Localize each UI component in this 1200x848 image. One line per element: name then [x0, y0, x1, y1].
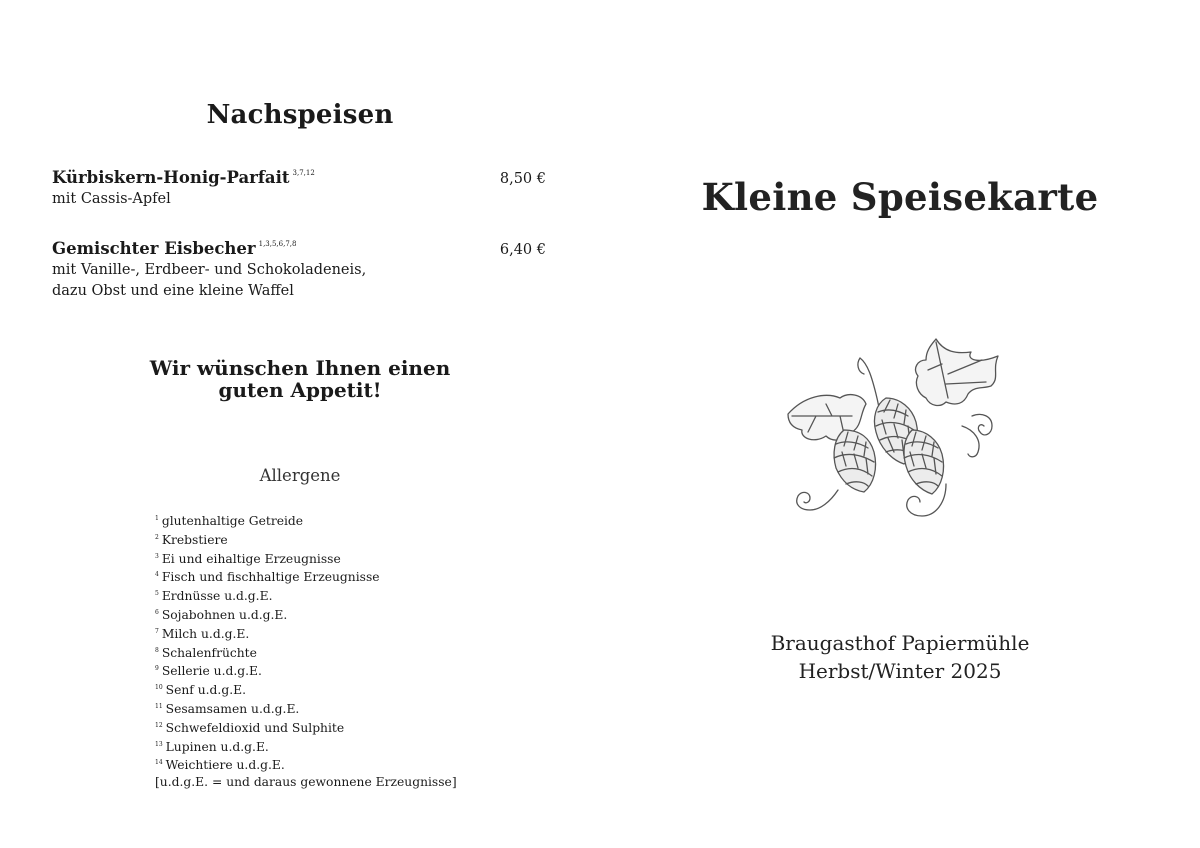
allergen-item [155, 549, 457, 568]
allergen-number: 3 [155, 552, 159, 560]
allergen-item [155, 567, 457, 586]
allergen-item [155, 755, 457, 774]
allergen-text: Lupinen u.d.g.E. [165, 739, 269, 754]
allergen-item [155, 643, 457, 662]
hops-vine-icon [786, 334, 1006, 534]
dish-description [52, 260, 546, 302]
dish-allergen-codes: 3,7,12 [292, 169, 315, 177]
allergen-item [155, 530, 457, 549]
allergen-text: Krebstiere [161, 532, 228, 547]
allergen-item [155, 511, 457, 530]
dish-price: 6,40 € [499, 242, 546, 258]
allergen-number: 4 [155, 571, 159, 579]
dish-name [52, 239, 296, 258]
dish-price: 8,50 € [499, 171, 546, 187]
allergen-item [155, 699, 457, 718]
allergen-title: Allergene [259, 466, 341, 485]
right-page [600, 0, 1200, 848]
allergen-number: 1 [155, 515, 159, 522]
allergen-item [155, 661, 457, 680]
menu-footer [600, 629, 1200, 685]
allergen-text: Sellerie u.d.g.E. [161, 664, 262, 679]
allergen-number: 12 [155, 721, 163, 729]
allergen-item [155, 718, 457, 737]
allergen-text: Schwefeldioxid und Sulphite [165, 720, 345, 735]
allergen-text: Schalenfrüchte [161, 645, 257, 660]
allergen-text: Ei und eihaltige Erzeugnisse [161, 551, 341, 566]
allergen-text: Sesamsamen u.d.g.E. [165, 701, 300, 716]
allergen-text: Erdnüsse u.d.g.E. [161, 589, 273, 604]
dish-name-text: Kürbiskern-Honig-Parfait [52, 168, 290, 187]
dish-header [52, 168, 546, 187]
allergen-number: 9 [155, 665, 159, 673]
dish-name-text: Gemischter Eisbecher [52, 239, 256, 258]
wish-line: guten Appetit! [218, 378, 382, 402]
dish-description [52, 189, 546, 210]
season-label: Herbst/Winter 2025 [798, 659, 1002, 683]
dish-item [52, 168, 546, 210]
allergen-number: 6 [155, 608, 159, 616]
dish-header [52, 239, 546, 258]
allergen-item [155, 586, 457, 605]
allergen-item [155, 680, 457, 699]
allergen-number: 10 [155, 684, 163, 692]
dish-item [52, 239, 546, 302]
allergen-number: 5 [155, 590, 159, 598]
allergen-text: glutenhaltige Getreide [161, 514, 304, 528]
allergen-item [155, 624, 457, 643]
appetite-wish [0, 357, 600, 401]
dish-allergen-codes: 1,3,5,6,7,8 [258, 240, 297, 248]
allergen-list [155, 511, 457, 791]
allergen-number: 14 [155, 759, 163, 767]
allergen-text: Weichtiere u.d.g.E. [165, 758, 285, 773]
restaurant-name: Braugasthof Papiermühle [770, 631, 1030, 655]
menu-title: Kleine Speisekarte [701, 175, 1099, 219]
dish-description-line: mit Vanille-, Erdbeer- und Schokoladeneis, [52, 262, 367, 278]
allergen-text: Fisch und fischhaltige Erzeugnisse [161, 570, 380, 585]
allergen-number: 8 [155, 646, 159, 654]
allergen-number: 13 [155, 740, 163, 748]
allergen-text: Senf u.d.g.E. [165, 683, 246, 698]
allergen-footnote: [u.d.g.E. = und daraus gewonnene Erzeugnisse] [155, 775, 457, 790]
dish-description-line: dazu Obst und eine kleine Waffel [52, 283, 294, 299]
allergen-number: 2 [155, 533, 159, 541]
wish-line: Wir wünschen Ihnen einen [149, 356, 451, 380]
allergen-text: Milch u.d.g.E. [161, 626, 250, 641]
dish-name [52, 168, 315, 187]
allergen-item [155, 605, 457, 624]
allergen-item [155, 737, 457, 756]
allergen-text: Sojabohnen u.d.g.E. [161, 607, 288, 622]
dish-description-line: mit Cassis-Apfel [52, 191, 171, 207]
allergen-number: 7 [155, 627, 159, 635]
allergen-number: 11 [155, 702, 163, 710]
section-title: Nachspeisen [206, 100, 394, 130]
